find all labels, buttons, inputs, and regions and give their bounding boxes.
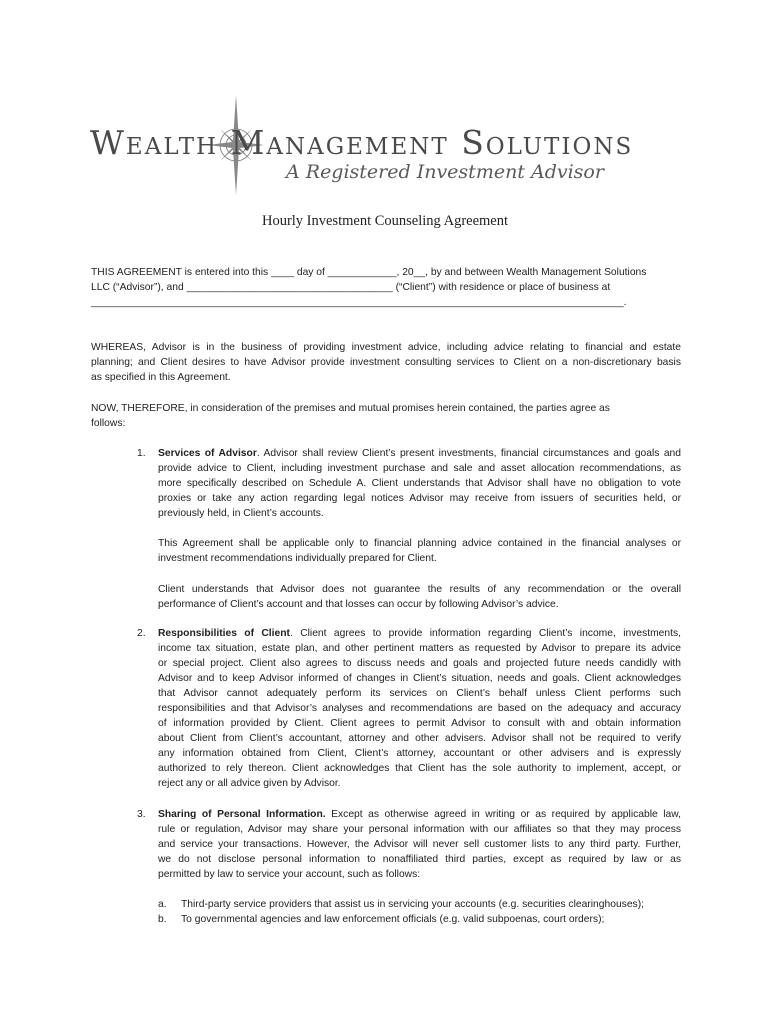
section-line: This Agreement shall be applicable only to financial planning advice contained in the financial analyses or	[158, 538, 681, 549]
now-therefore-line: follows:	[91, 418, 126, 429]
section-number: 3.	[137, 809, 146, 820]
section-heading: Sharing of Personal Information.	[158, 809, 326, 820]
section-line: Services of Advisor. Advisor shall review Client’s present investments, financial circumstances and goals and	[158, 448, 682, 459]
section-line: reject any or all advice given by Advisor.	[158, 778, 341, 789]
section-line: previously held, in Client’s accounts.	[158, 508, 324, 519]
section-line: performance of Client’s account and that losses can occur by following Advisor’s advice.	[158, 599, 559, 610]
section-number: 1.	[137, 448, 146, 459]
document-title: Hourly Investment Counseling Agreement	[261, 213, 509, 229]
section-line: responsibilities and that Advisor’s analyses and recommendations are based on the adequacy and accuracy	[158, 703, 681, 714]
logo-title: Wealth Management Solutions	[90, 123, 634, 162]
whereas-paragraph	[91, 340, 681, 385]
subitem-text: To governmental agencies and law enforcement officials (e.g. valid subpoenas, court orders);	[181, 914, 605, 925]
subitem-label: b.	[158, 914, 167, 925]
section-line: about Client from Client’s accountant, attorney and other advisers. Advisor shall not be required to verify	[158, 733, 681, 744]
section-sharing-of-personal-information	[158, 807, 681, 882]
section-line: that Advisor cannot adequately perform its services on Client’s behalf unless Client performs such	[158, 688, 681, 699]
section-services-of-advisor	[158, 446, 681, 521]
section-line: any information obtained from Client, Client’s attorney, accountant or other advisers and is expressly	[158, 748, 681, 759]
section-line: rule or regulation, Advisor may share your personal information with our affiliates so that they may process	[158, 824, 681, 835]
now-therefore-line: NOW, THEREFORE, in consideration of the premises and mutual promises herein contained, the parties agree as	[91, 403, 610, 414]
subitem-label: a.	[158, 899, 167, 910]
section-paragraph	[158, 582, 681, 612]
section-heading: Services of Advisor	[158, 448, 257, 459]
company-logo	[90, 95, 680, 195]
whereas-line: planning; and Client desires to have Advisor provide investment consulting services to Client on a non-discretionary basis	[91, 357, 681, 368]
section-line: provide advice to Client, including investment purchase and sale and asset allocation recommendations, as	[158, 463, 681, 474]
section-line: permitted by law to service your account, such as follows:	[158, 869, 421, 880]
intro-paragraph	[91, 265, 681, 310]
section-line: more specifically described on Schedule A. Client understands that Advisor shall have no obligation to vote	[158, 478, 681, 489]
whereas-line: WHEREAS, Advisor is in the business of providing investment advice, including advice relating to financial and estate	[91, 342, 681, 353]
section-line: or special project. Client also agrees to discuss needs and goals and projected future needs candidly with	[158, 658, 681, 669]
section-line: investment recommendations individually prepared for Client.	[158, 553, 437, 564]
section-heading: Responsibilities of Client	[158, 628, 290, 639]
section-line: Sharing of Personal Information. Except as otherwise agreed in writing or as required by applicable law,	[158, 809, 681, 820]
section-line: Advisor and to keep Advisor informed of changes in Client’s situation, needs and goals. Client acknowledges	[158, 673, 681, 684]
section-line: we do not disclose personal information to nonaffiliated third parties, except as required by law or as	[158, 854, 681, 865]
section-line: and service your transactions. However, the Advisor will never sell customer lists to any third party. Further,	[158, 839, 681, 850]
intro-line: THIS AGREEMENT is entered into this ____ day of ____________, 20__, by and between Wealth Management Solutions	[91, 267, 647, 278]
section-number: 2.	[137, 628, 146, 639]
logo-subtitle: A Registered Investment Advisor	[286, 161, 604, 183]
section-responsibilities-of-client	[158, 626, 681, 791]
section-line: Client understands that Advisor does not guarantee the results of any recommendation or the overall	[158, 584, 681, 595]
subitem-text: Third-party service providers that assist us in servicing your accounts (e.g. securities clearinghouses);	[181, 899, 644, 910]
section-line: of information provided by Client. Client agrees to permit Advisor to consult with and obtain information	[158, 718, 681, 729]
section-line: authorized to rely thereon. Client acknowledges that Client has the sole authority to implement, accept, or	[158, 763, 681, 774]
whereas-line: as specified in this Agreement.	[91, 372, 231, 383]
section-line: proxies or take any action regarding legal notices Advisor may receive from issuers of securities held, or	[158, 493, 681, 504]
section-paragraph	[158, 536, 681, 566]
intro-line: LLC (“Advisor”), and ____________________________________ (“Client”) with residence or place of business at	[91, 282, 611, 293]
now-therefore-paragraph	[91, 401, 651, 431]
section-line: Responsibilities of Client. Client agrees to provide information regarding Client’s income, investments,	[158, 628, 681, 639]
intro-line: _____________________________________________________________________________________________.	[91, 297, 627, 308]
section-line: income tax situation, estate plan, and other pertinent matters as requested by Advisor to prepare its advice	[158, 643, 681, 654]
